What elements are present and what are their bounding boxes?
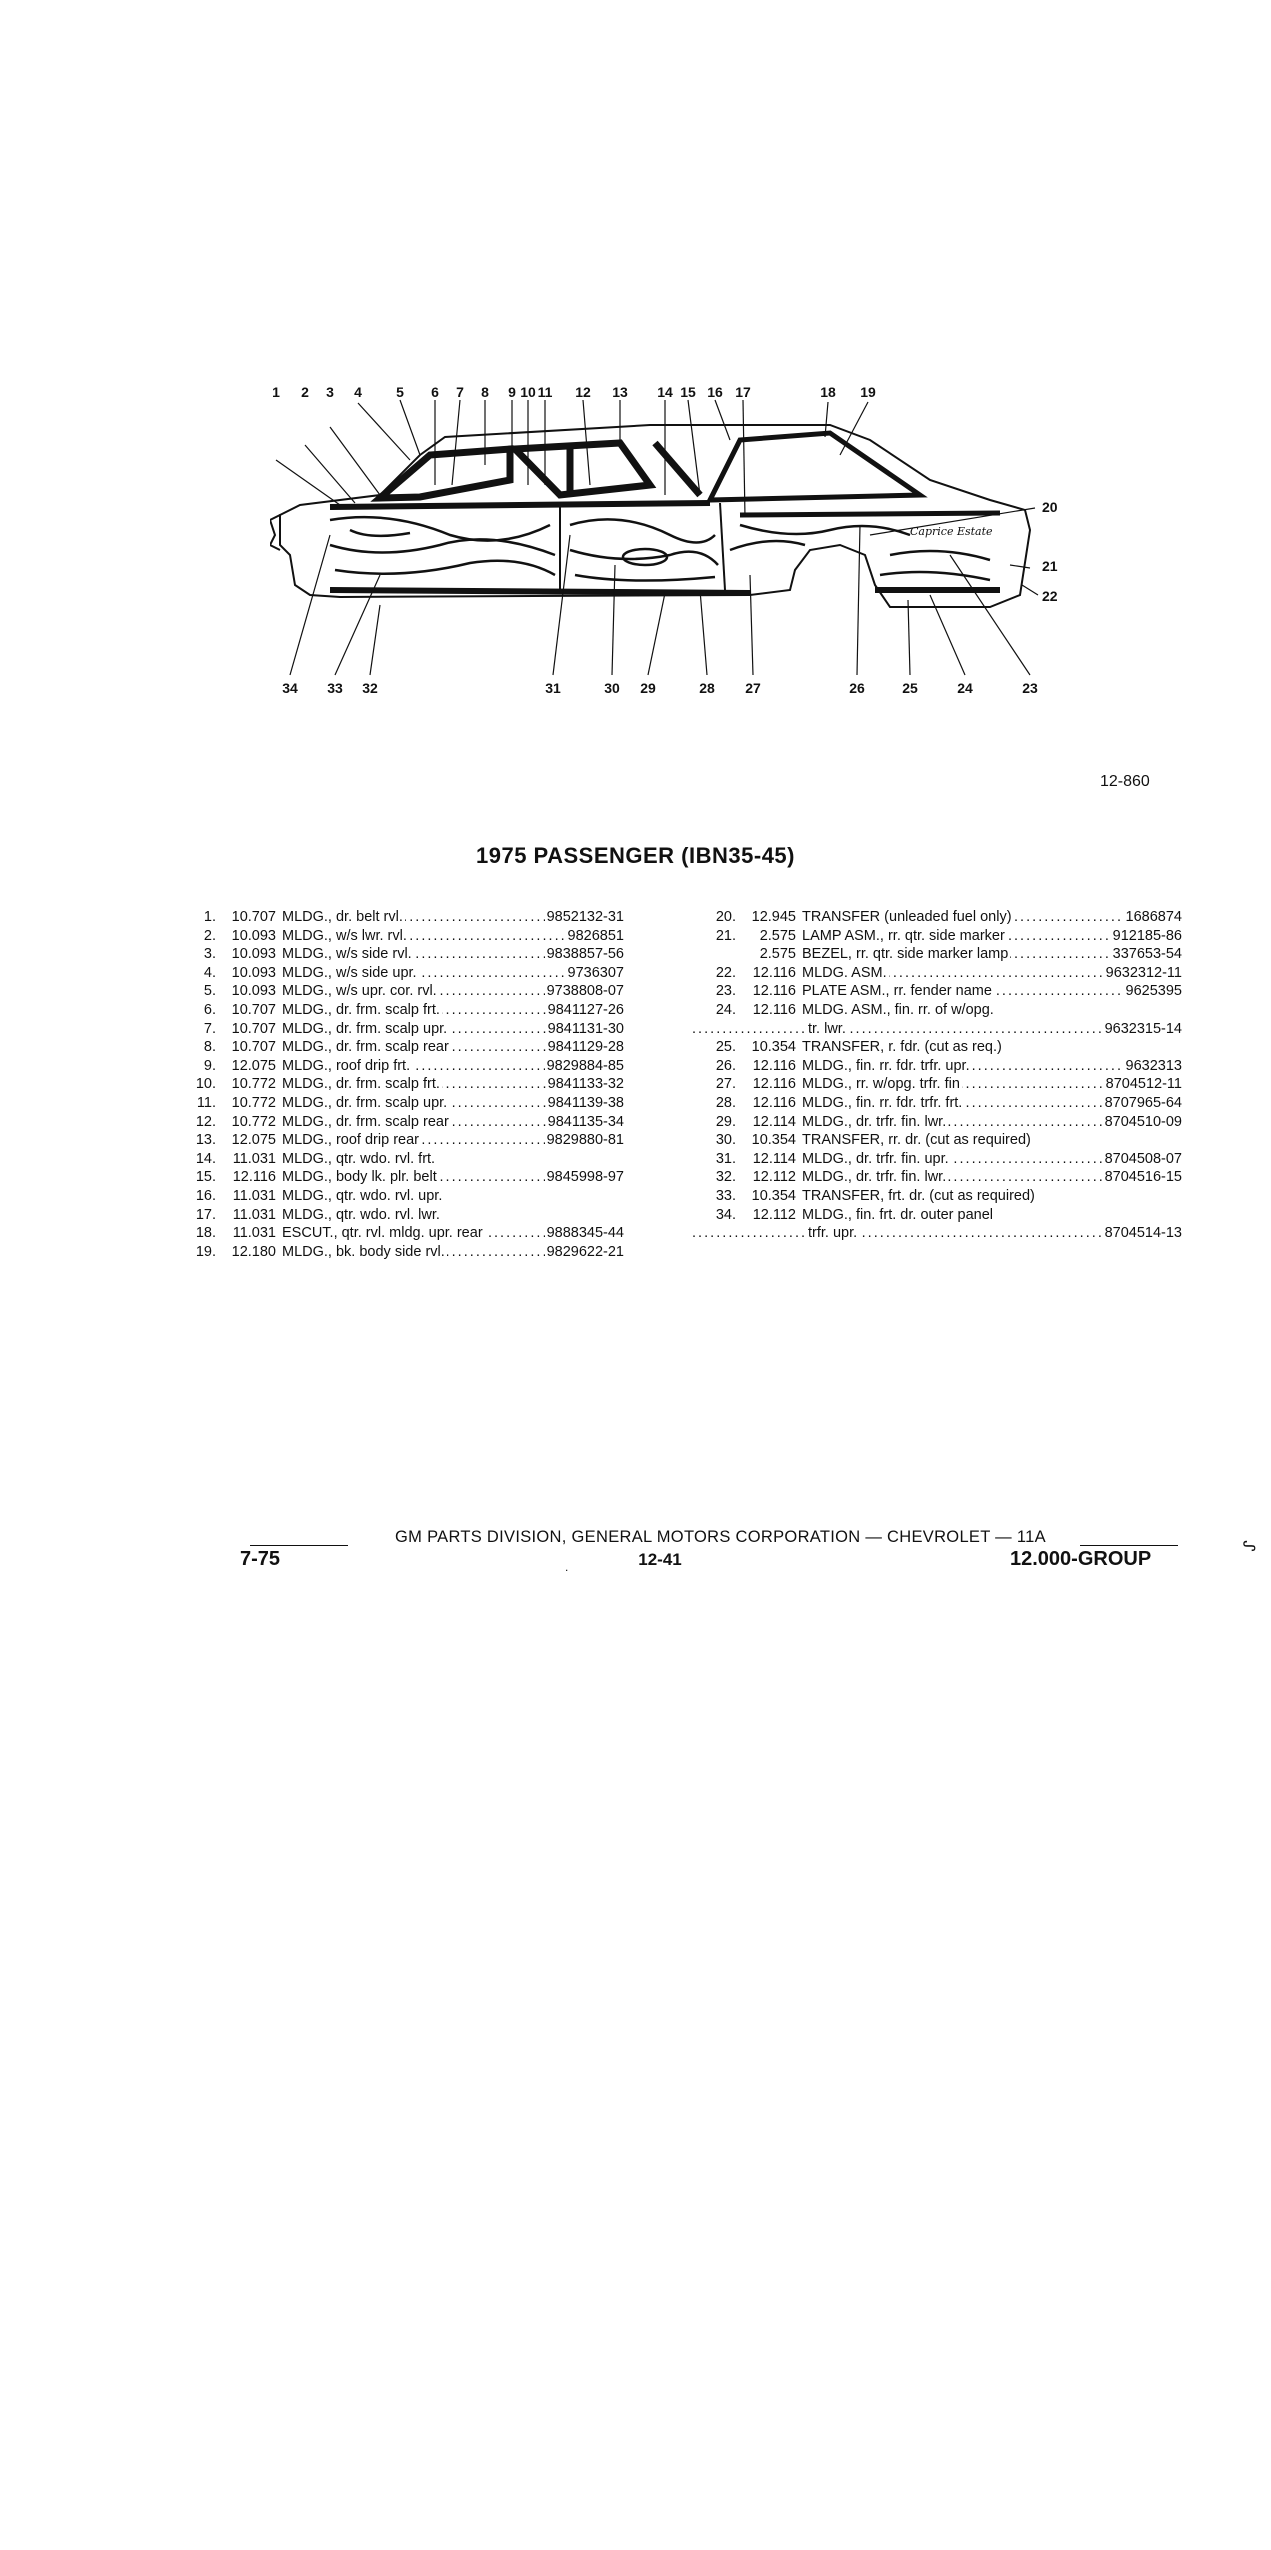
item-number: 3. <box>203 946 216 963</box>
part-description: MLDG., body lk. plr. belt <box>282 1169 437 1186</box>
callout-18: 18 <box>820 385 836 400</box>
item-number: 23. <box>715 983 736 1000</box>
part-description: MLDG., dr. frm. scalp frt. <box>282 1076 440 1093</box>
part-description: MLDG., bk. body side rvl. <box>282 1243 445 1260</box>
group-number: 10.772 <box>231 1094 276 1111</box>
part-row <box>692 1206 1182 1225</box>
part-description: LAMP ASM., rr. qtr. side marker <box>802 927 1005 944</box>
group-number: 10.772 <box>231 1113 276 1130</box>
part-row <box>172 1187 624 1206</box>
group-number: 10.707 <box>231 1039 276 1056</box>
part-description: MLDG., w/s side upr. <box>282 964 417 981</box>
part-number: 9888345-44 <box>546 1225 624 1242</box>
part-number: 9738808-07 <box>546 983 624 1000</box>
group-number: 10.772 <box>231 1076 276 1093</box>
group-number: 12.114 <box>752 1113 796 1130</box>
part-description: MLDG., dr. frm. scalp frt. <box>282 1001 440 1018</box>
part-number: 9625395 <box>1125 983 1182 1000</box>
group-number: 12.945 <box>751 909 796 925</box>
callout-32: 32 <box>362 680 378 696</box>
part-number <box>622 1206 624 1225</box>
part-row <box>172 908 624 927</box>
part-number <box>1180 1001 1182 1020</box>
group-number: 10.093 <box>231 946 276 963</box>
group-number: 11.031 <box>232 1187 276 1204</box>
part-number <box>1180 1187 1182 1206</box>
part-description: TRANSFER (unleaded fuel only) <box>802 909 1012 925</box>
footer-rule-right <box>1080 1545 1178 1546</box>
part-description: MLDG., dr. trfr. fin. lwr. <box>802 1169 947 1186</box>
part-number: 1686874 <box>1125 909 1182 925</box>
callout-23: 23 <box>1022 680 1038 696</box>
item-number: 20. <box>715 909 736 925</box>
part-number: 9829884-85 <box>546 1057 624 1074</box>
callout-25: 25 <box>902 680 918 696</box>
group-number: 12.180 <box>231 1243 276 1260</box>
footer-rule-left <box>250 1545 348 1546</box>
group-number: 10.707 <box>231 909 276 925</box>
callout-17: 17 <box>735 385 751 400</box>
callout-13: 13 <box>612 385 628 400</box>
item-number: 26. <box>715 1057 736 1074</box>
part-row <box>172 982 624 1001</box>
part-description: MLDG., dr. trfr. fin. lwr. <box>802 1113 947 1130</box>
item-number: 19. <box>195 1243 216 1260</box>
part-number: 912185-86 <box>1112 927 1182 944</box>
item-number: 6. <box>203 1001 216 1018</box>
part-description: MLDG., fin. frt. dr. outer panel <box>802 1206 993 1223</box>
group-number: 12.116 <box>752 1001 796 1018</box>
group-number: 10.707 <box>231 1001 276 1018</box>
callout-15: 15 <box>680 385 696 400</box>
part-number <box>1180 1206 1182 1225</box>
group-number: 10.093 <box>231 927 276 944</box>
part-description: MLDG., roof drip rear <box>282 1132 419 1149</box>
part-row <box>172 1243 624 1262</box>
page-title: 1975 PASSENGER (IBN35-45) <box>476 843 795 868</box>
item-number: 21. <box>715 927 736 944</box>
footer-group: 12.000-GROUP <box>1010 1548 1152 1570</box>
part-description: TRANSFER, frt. dr. (cut as required) <box>802 1187 1035 1204</box>
group-number: 12.075 <box>231 1057 276 1074</box>
part-number: 9829880-81 <box>546 1132 624 1149</box>
margin-mark: ᔑ <box>1239 1540 1257 1552</box>
part-number: 8707965-64 <box>1104 1094 1182 1111</box>
part-number <box>622 1187 624 1206</box>
part-number <box>622 1150 624 1169</box>
part-number: 9632315-14 <box>1104 1020 1182 1037</box>
part-description: MLDG. ASM., fin. rr. of w/opg. <box>802 1001 994 1018</box>
callout-3: 3 <box>326 385 334 400</box>
part-row <box>692 1168 1182 1187</box>
part-row <box>172 1206 624 1225</box>
part-description: BEZEL, rr. qtr. side marker lamp <box>802 946 1009 963</box>
part-number: 9736307 <box>567 964 624 981</box>
item-number: 4. <box>203 964 216 981</box>
woodgrain-panels <box>330 517 990 580</box>
figure-reference: 12-860 <box>1100 773 1150 790</box>
group-number: 12.112 <box>752 1169 796 1186</box>
part-description: MLDG., rr. w/opg. trfr. fin <box>802 1076 960 1093</box>
part-row <box>172 1057 624 1076</box>
callout-31: 31 <box>545 680 561 696</box>
part-number: 9632313 <box>1125 1057 1182 1074</box>
item-number <box>692 945 742 964</box>
callout-2: 2 <box>301 385 309 400</box>
part-description: ESCUT., qtr. rvl. mldg. upr. rear <box>282 1225 483 1242</box>
part-row <box>172 1038 624 1057</box>
part-number: 9829622-21 <box>546 1243 624 1260</box>
group-number: 2.575 <box>759 946 796 963</box>
callout-29: 29 <box>640 680 656 696</box>
part-number: 9841139-38 <box>547 1094 624 1111</box>
part-row <box>692 908 1182 927</box>
part-row <box>692 1131 1182 1150</box>
item-number: 2. <box>203 927 216 944</box>
part-row <box>692 1094 1182 1113</box>
group-number: 12.116 <box>232 1169 276 1186</box>
callout-1: 1 <box>272 385 280 400</box>
part-number: 8704516-15 <box>1104 1169 1182 1186</box>
callout-26: 26 <box>849 680 865 696</box>
group-number: 10.354 <box>751 1187 796 1204</box>
part-description: MLDG. ASM. <box>802 964 887 981</box>
item-number: 22. <box>715 964 736 981</box>
part-row <box>172 1075 624 1094</box>
group-number: 12.116 <box>752 1094 796 1111</box>
part-description: MLDG., w/s side rvl. <box>282 946 412 963</box>
item-number: 27. <box>715 1076 736 1093</box>
group-number: 12.075 <box>231 1132 276 1149</box>
caprice-estate-script-badge: Caprice Estate <box>910 525 993 538</box>
item-number: 30. <box>715 1132 736 1149</box>
part-number: 8704510-09 <box>1104 1113 1182 1130</box>
part-row <box>692 1001 1182 1020</box>
part-row <box>692 1057 1182 1076</box>
callout-6: 6 <box>431 385 439 400</box>
group-number: 12.116 <box>752 983 796 1000</box>
part-row <box>172 1113 624 1132</box>
part-description: MLDG., fin. rr. fdr. trfr. frt. <box>802 1094 963 1111</box>
part-row <box>692 1187 1182 1206</box>
footer-dot: . <box>565 1560 569 1574</box>
item-number: 28. <box>715 1094 736 1111</box>
item-number: 25. <box>715 1039 736 1056</box>
item-number: 11. <box>196 1094 216 1111</box>
part-row <box>172 964 624 983</box>
part-description: MLDG., dr. frm. scalp rear <box>282 1113 449 1130</box>
part-number: 9632312-11 <box>1105 964 1182 981</box>
item-number: 15. <box>195 1169 216 1186</box>
part-description: MLDG., dr. trfr. fin. upr. <box>802 1150 949 1167</box>
group-number: 11.031 <box>232 1206 276 1223</box>
item-number: 10. <box>195 1076 216 1093</box>
part-row <box>172 1224 624 1243</box>
part-row <box>692 1113 1182 1132</box>
group-number: 12.112 <box>752 1206 796 1223</box>
item-number: 34. <box>715 1206 736 1223</box>
item-number: 29. <box>715 1113 736 1130</box>
part-row <box>172 1150 624 1169</box>
part-description: TRANSFER, r. fdr. (cut as req.) <box>802 1039 1002 1056</box>
part-description: PLATE ASM., rr. fender name <box>802 983 992 1000</box>
callout-19: 19 <box>860 385 876 400</box>
parts-list-right <box>692 908 1182 1243</box>
callout-21: 21 <box>1042 558 1058 574</box>
callout-33: 33 <box>327 680 343 696</box>
item-number: 7. <box>203 1020 216 1037</box>
item-number: 32. <box>715 1169 736 1186</box>
part-row <box>172 945 624 964</box>
item-number: 5. <box>203 983 216 1000</box>
group-number: 12.116 <box>752 964 796 981</box>
callout-24: 24 <box>957 680 973 696</box>
part-description: MLDG., w/s lwr. rvl. <box>282 927 407 944</box>
item-number: 9. <box>203 1057 216 1074</box>
part-number: 9841133-32 <box>547 1076 624 1093</box>
part-row <box>172 1020 624 1039</box>
callout-8: 8 <box>481 385 489 400</box>
part-row <box>692 1075 1182 1094</box>
callout-4: 4 <box>354 385 362 400</box>
part-description: TRANSFER, rr. dr. (cut as required) <box>802 1132 1031 1149</box>
parts-list-left <box>172 908 624 1261</box>
footer-page-number: 12-41 <box>638 1550 682 1569</box>
callout-9: 9 <box>508 385 516 400</box>
item-number: 18. <box>195 1225 216 1242</box>
item-number: 13. <box>195 1132 216 1149</box>
callout-10: 10 <box>520 385 536 400</box>
part-description: MLDG., qtr. wdo. rvl. frt. <box>282 1150 436 1167</box>
callout-30: 30 <box>604 680 620 696</box>
part-description: MLDG., roof drip frt. <box>282 1057 411 1074</box>
part-description: MLDG., qtr. wdo. rvl. upr. <box>282 1187 443 1204</box>
callout-7: 7 <box>456 385 464 400</box>
part-number: 9841135-34 <box>547 1113 624 1130</box>
footer-date: 7-75 <box>240 1548 281 1570</box>
part-row <box>692 1038 1182 1057</box>
part-number: 9826851 <box>567 927 624 944</box>
part-description: MLDG., dr. frm. scalp rear <box>282 1039 449 1056</box>
part-row <box>692 1150 1182 1169</box>
part-row <box>172 1168 624 1187</box>
group-number: 10.707 <box>231 1020 276 1037</box>
part-number: 8704512-11 <box>1105 1076 1182 1093</box>
part-description: MLDG., fin. rr. fdr. trfr. upr. <box>802 1057 970 1074</box>
item-number: 1. <box>203 909 216 925</box>
group-number: 11.031 <box>232 1150 276 1167</box>
item-number: 14. <box>195 1150 216 1167</box>
callout-14: 14 <box>657 385 673 400</box>
part-number: 9838857-56 <box>546 946 624 963</box>
part-number: 337653-54 <box>1112 946 1182 963</box>
item-number: 16. <box>195 1187 216 1204</box>
part-number <box>1180 1131 1182 1150</box>
callout-5: 5 <box>396 385 404 400</box>
part-description: MLDG., qtr. wdo. rvl. lwr. <box>282 1206 440 1223</box>
part-row <box>692 1224 1182 1243</box>
part-row <box>692 964 1182 983</box>
part-number: 9841131-30 <box>547 1020 624 1037</box>
part-row <box>692 1020 1182 1039</box>
group-number: 10.093 <box>231 964 276 981</box>
part-description: trfr. upr. <box>808 1225 858 1242</box>
part-number: 9841129-28 <box>547 1039 624 1056</box>
callout-16: 16 <box>707 385 723 400</box>
callout-22: 22 <box>1042 588 1058 604</box>
item-number: 24. <box>715 1001 736 1018</box>
item-number: 8. <box>203 1039 216 1056</box>
group-number: 12.116 <box>752 1057 796 1074</box>
group-number: 10.354 <box>751 1132 796 1149</box>
part-row <box>172 1131 624 1150</box>
part-description: tr. lwr. <box>808 1020 846 1037</box>
item-number: 17. <box>195 1206 216 1223</box>
group-number: 12.116 <box>752 1076 796 1093</box>
part-number: 9852132-31 <box>546 909 624 925</box>
part-row <box>172 927 624 946</box>
part-description: MLDG., dr. frm. scalp upr. <box>282 1094 448 1111</box>
part-number: 8704508-07 <box>1104 1150 1182 1167</box>
part-number: 8704514-13 <box>1104 1225 1182 1242</box>
part-row <box>692 927 1182 946</box>
part-description: MLDG., dr. belt rvl. <box>282 909 403 925</box>
callout-27: 27 <box>745 680 761 696</box>
item-number: 12. <box>195 1113 216 1130</box>
part-number: 9845998-97 <box>546 1169 624 1186</box>
callout-12: 12 <box>575 385 591 400</box>
group-number: 12.114 <box>752 1150 796 1167</box>
station-wagon-moulding-diagram <box>270 385 1090 715</box>
part-description: MLDG., w/s upr. cor. rvl. <box>282 983 437 1000</box>
part-row <box>172 1094 624 1113</box>
footer-publisher: GM PARTS DIVISION, GENERAL MOTORS CORPORATION — CHEVROLET — 11A <box>395 1528 1046 1546</box>
group-number: 10.354 <box>751 1039 796 1056</box>
group-number: 2.575 <box>759 927 796 944</box>
part-row <box>172 1001 624 1020</box>
callout-20: 20 <box>1042 499 1058 515</box>
part-row <box>692 982 1182 1001</box>
item-number: 33. <box>715 1187 736 1204</box>
item-number: 31. <box>715 1150 736 1167</box>
part-number: 9841127-26 <box>547 1001 624 1018</box>
part-description: MLDG., dr. frm. scalp upr. <box>282 1020 448 1037</box>
callout-28: 28 <box>699 680 715 696</box>
part-row <box>692 945 1182 964</box>
callout-11: 11 <box>537 385 553 400</box>
group-number: 11.031 <box>232 1225 276 1242</box>
group-number: 10.093 <box>231 983 276 1000</box>
part-number <box>1180 1038 1182 1057</box>
callout-34: 34 <box>282 680 298 696</box>
